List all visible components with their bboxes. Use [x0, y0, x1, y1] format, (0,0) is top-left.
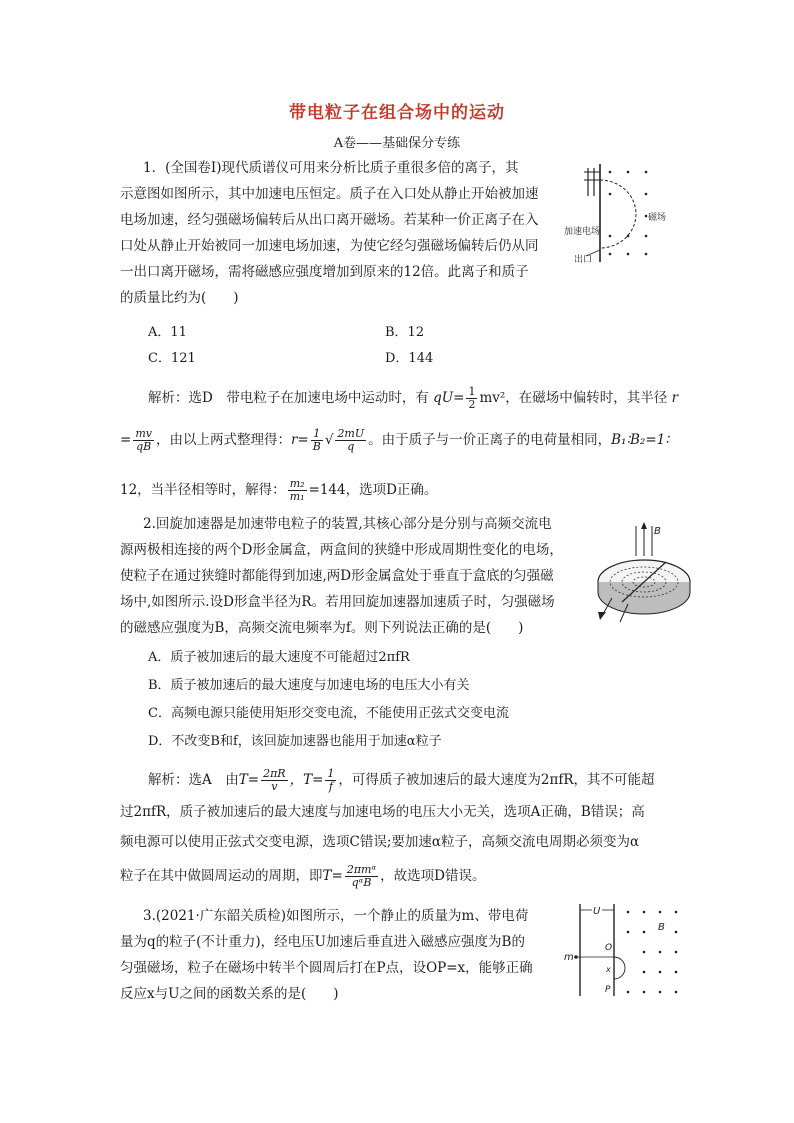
page-title: 带电粒子在组合场中的运动	[289, 103, 505, 123]
figure-label-o: O	[605, 943, 613, 953]
figure-label-magnetic: 磁场	[648, 213, 667, 223]
q2-line: 2.回旋加速器是加速带电粒子的装置,其核心部分是分别与高频交流电	[143, 516, 552, 532]
figure-label-exit: 出口	[574, 255, 593, 265]
q2-analysis-line-4: 粒子在其中做圆周运动的周期，即T= $\frac{\text{2πmᵅ}}{\text{qᵅB}}$ ，故选项D错误。	[120, 863, 486, 889]
q1-option-b: B．12	[385, 325, 425, 340]
figure-label-p: P	[605, 985, 611, 995]
q2-option-b: B．质子被加速后的最大速度与加速电场的电压大小有关	[148, 678, 470, 693]
q1-option-c: C．121	[148, 351, 196, 366]
q2-line: 的磁感应强度为B，高频交流电频率为f。则下列说法正确的是( )	[120, 620, 524, 636]
q2-line: 场中,如图所示.设D形盒半径为R。若用回旋加速器加速质子时，匀强磁场	[120, 594, 555, 610]
q1-analysis-line-3: 12，当半径相等时，解得： $\frac{\text{m₂}}{\text{m₁}}$ =144，选项D正确。	[120, 477, 438, 503]
q2-analysis-line-2: 过2πfR，质子被加速后的最大速度与加速电场的电压大小无关，选项A正确，B错误；高	[120, 804, 645, 820]
figure-label-m: m	[564, 952, 574, 963]
q1-line: 1．(全国卷Ⅰ)现代质谱仪可用来分析比质子重很多倍的离子，其	[143, 160, 519, 176]
q2-analysis-line-1: 解析：选A 由T= $\frac{2\pi R}{v}$ ，T= $\frac{1}{f}$ ，可得质子被加速后的最大速度为2πfR，其不可能超	[148, 767, 655, 793]
figure-label-field: 加速电场	[564, 227, 601, 237]
mass-spectrometer-figure	[560, 158, 670, 268]
q3-line: 量为q的粒子(不计重力)，经电压U加速后垂直进入磁感应强度为B的	[120, 934, 525, 950]
q2-line: 源两极相连接的两个D形金属盒，两盒间的狭缝中形成周期性变化的电场，	[120, 542, 563, 558]
figure-label-u: U	[593, 906, 601, 917]
q2-line: 使粒子在通过狭缝时都能得到加速,两D形金属盒处于垂直于盒底的匀强磁	[120, 568, 554, 584]
q2-option-a: A．质子被加速后的最大速度不可能超过2πfR	[148, 650, 410, 665]
q3-line: 反应x与U之间的函数关系的是( )	[120, 986, 339, 1002]
q2-analysis-line-3: 频电源可以使用正弦式交变电源，选项C错误;要加速α粒子，高频交流电周期必须变为α	[120, 834, 640, 850]
q1-line: 的质量比约为( )	[120, 290, 239, 306]
q2-option-d: D．不改变B和f，该回旋加速器也能用于加速α粒子	[148, 734, 442, 749]
figure-label-b: B	[658, 922, 665, 933]
page-subtitle: A卷——基础保分专练	[333, 136, 461, 151]
figure-label-x: x	[606, 965, 611, 974]
cyclotron-figure	[592, 520, 702, 630]
q1-line: 一出口离开磁场，需将磁感应强度增加到原来的12倍。此离子和质子	[120, 264, 529, 280]
figure-label-b: B	[654, 526, 661, 537]
q3-line: 3.(2021·广东韶关质检)如图所示，一个静止的质量为m、带电荷	[143, 908, 529, 924]
q1-line: 电场加速，经匀强磁场偏转后从出口离开磁场。若某种一价正离子在入	[120, 212, 539, 228]
q2-option-c: C．高频电源只能使用矩形交变电流，不能使用正弦式交变电流	[148, 706, 509, 721]
q1-analysis-line-2: = $\frac{mv}{qB}$ ，由以上两式整理得：r= $\frac{1}{B}$ √ $\frac{2mU}{q}$ 。由于质子与一价正离子的电荷量相同，B₁∶B₂=1∶	[120, 427, 669, 453]
q1-analysis-line-1: 解析：选D 带电粒子在加速电场中运动时，有 qU= $\frac{1}{2}$ mv²，在磁场中偏转时，其半径 r	[148, 385, 679, 411]
q1-line: 示意图如图所示，其中加速电压恒定。质子在入口处从静止开始被加速	[120, 186, 539, 202]
q1-line: 口处从静止开始被同一加速电场加速，为使它经匀强磁场偏转后仍从同	[120, 238, 539, 254]
magnetic-deflection-figure	[562, 900, 686, 1000]
q3-line: 匀强磁场，粒子在磁场中转半个圆周后打在P点，设OP=x，能够正确	[120, 960, 533, 976]
q1-option-d: D．144	[385, 351, 434, 366]
q1-option-a: A．11	[148, 325, 187, 340]
